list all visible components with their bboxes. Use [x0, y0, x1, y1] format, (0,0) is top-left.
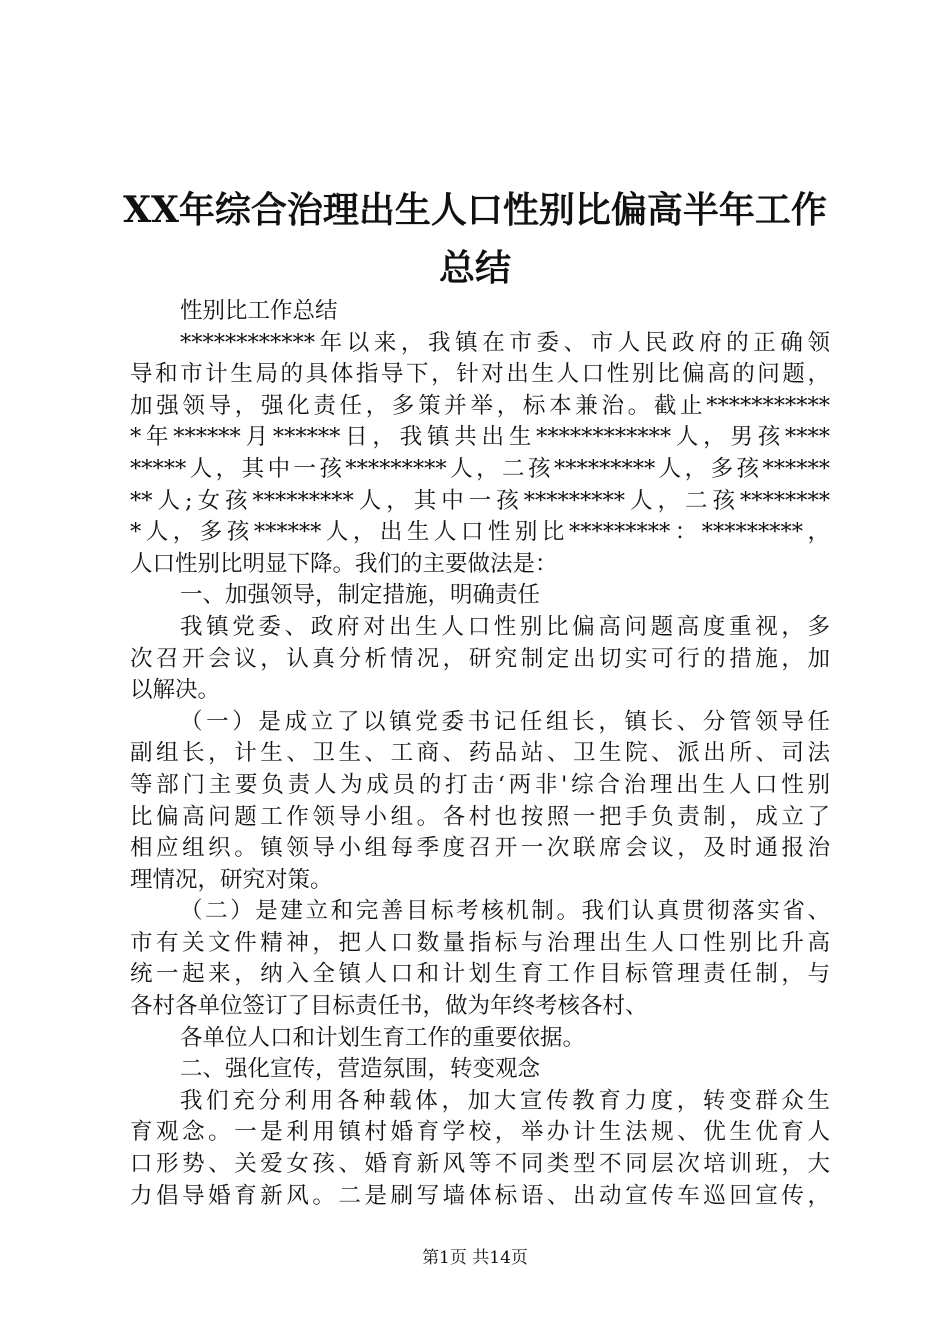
- body-text-line: *****人，其中一孩*********人，二孩*********人，多孩******: [130, 455, 830, 482]
- body-text-line: 加强领导，强化责任，多策并举，标本兼治。截止***********: [130, 392, 830, 419]
- body-text-line: 以解决。: [130, 677, 221, 704]
- body-text-line: 二、强化宣传，营造氛围，转变观念: [180, 1056, 541, 1083]
- page-footer: 第1页 共14页: [422, 1248, 528, 1268]
- body-text-line: （一）是成立了以镇党委书记任组长，镇长、分管领导任: [180, 708, 830, 735]
- body-text-line: 育观念。一是利用镇村婚育学校，举办计生法规、优生优育人: [130, 1119, 830, 1146]
- body-text-line: 统一起来，纳入全镇人口和计划生育工作目标管理责任制，与: [130, 961, 830, 988]
- body-text-line: 人口性别比明显下降。我们的主要做法是：: [130, 550, 558, 577]
- body-text-line: 导和市计生局的具体指导下，针对出生人口性别比偏高的问题，: [130, 361, 830, 388]
- body-text-line: 次召开会议，认真分析情况，研究制定出切实可行的措施，加: [130, 645, 830, 672]
- body-text-line: 我们充分利用各种载体，加大宣传教育力度，转变群众生: [180, 1087, 830, 1114]
- body-text-line: 各村各单位签订了目标责任书，做为年终考核各村、: [130, 993, 648, 1020]
- document-title-line-1: XX年综合治理出生人口性别比偏高半年工作: [123, 189, 827, 231]
- body-text-line: 各单位人口和计划生育工作的重要依据。: [180, 1024, 586, 1051]
- body-text-line: 比偏高问题工作领导小组。各村也按照一把手负责制，成立了: [130, 803, 830, 830]
- body-text-line: **人;女孩*********人，其中一孩*********人，二孩********: [130, 487, 830, 514]
- body-text-line: 性别比工作总结: [180, 298, 338, 324]
- document-body: [130, 296, 830, 1212]
- body-text-line: 力倡导婚育新风。二是刷写墙体标语、出动宣传车巡回宣传，: [130, 1182, 830, 1209]
- body-text-line: 口形势、关爱女孩、婚育新风等不同类型不同层次培训班，大: [130, 1151, 830, 1178]
- body-text-line: 相应组织。镇领导小组每季度召开一次联席会议，及时通报治: [130, 835, 830, 862]
- body-text-line: 市有关文件精神，把人口数量指标与治理出生人口性别比升高: [130, 929, 830, 956]
- body-text-line: 我镇党委、政府对出生人口性别比偏高问题高度重视，多: [180, 613, 830, 640]
- body-text-line: 副组长，计生、卫生、工商、药品站、卫生院、派出所、司法: [130, 740, 830, 767]
- body-text-line: *年******月******日，我镇共出生************人，男孩****: [130, 424, 830, 451]
- body-text-line: （二）是建立和完善目标考核机制。我们认真贯彻落实省、: [180, 898, 830, 925]
- body-text-line: *人，多孩******人，出生人口性别比*********：*********，: [130, 519, 830, 546]
- document-title-line-2: 总结: [438, 247, 511, 289]
- body-text-line: 一、加强领导，制定措施，明确责任: [180, 582, 541, 609]
- body-text-line: ************年以来，我镇在市委、市人民政府的正确领: [180, 329, 830, 356]
- body-text-line: 理情况，研究对策。: [130, 866, 333, 893]
- body-text-line: 等部门主要负责人为成员的打击‘两非'综合治理出生人口性别: [130, 771, 830, 798]
